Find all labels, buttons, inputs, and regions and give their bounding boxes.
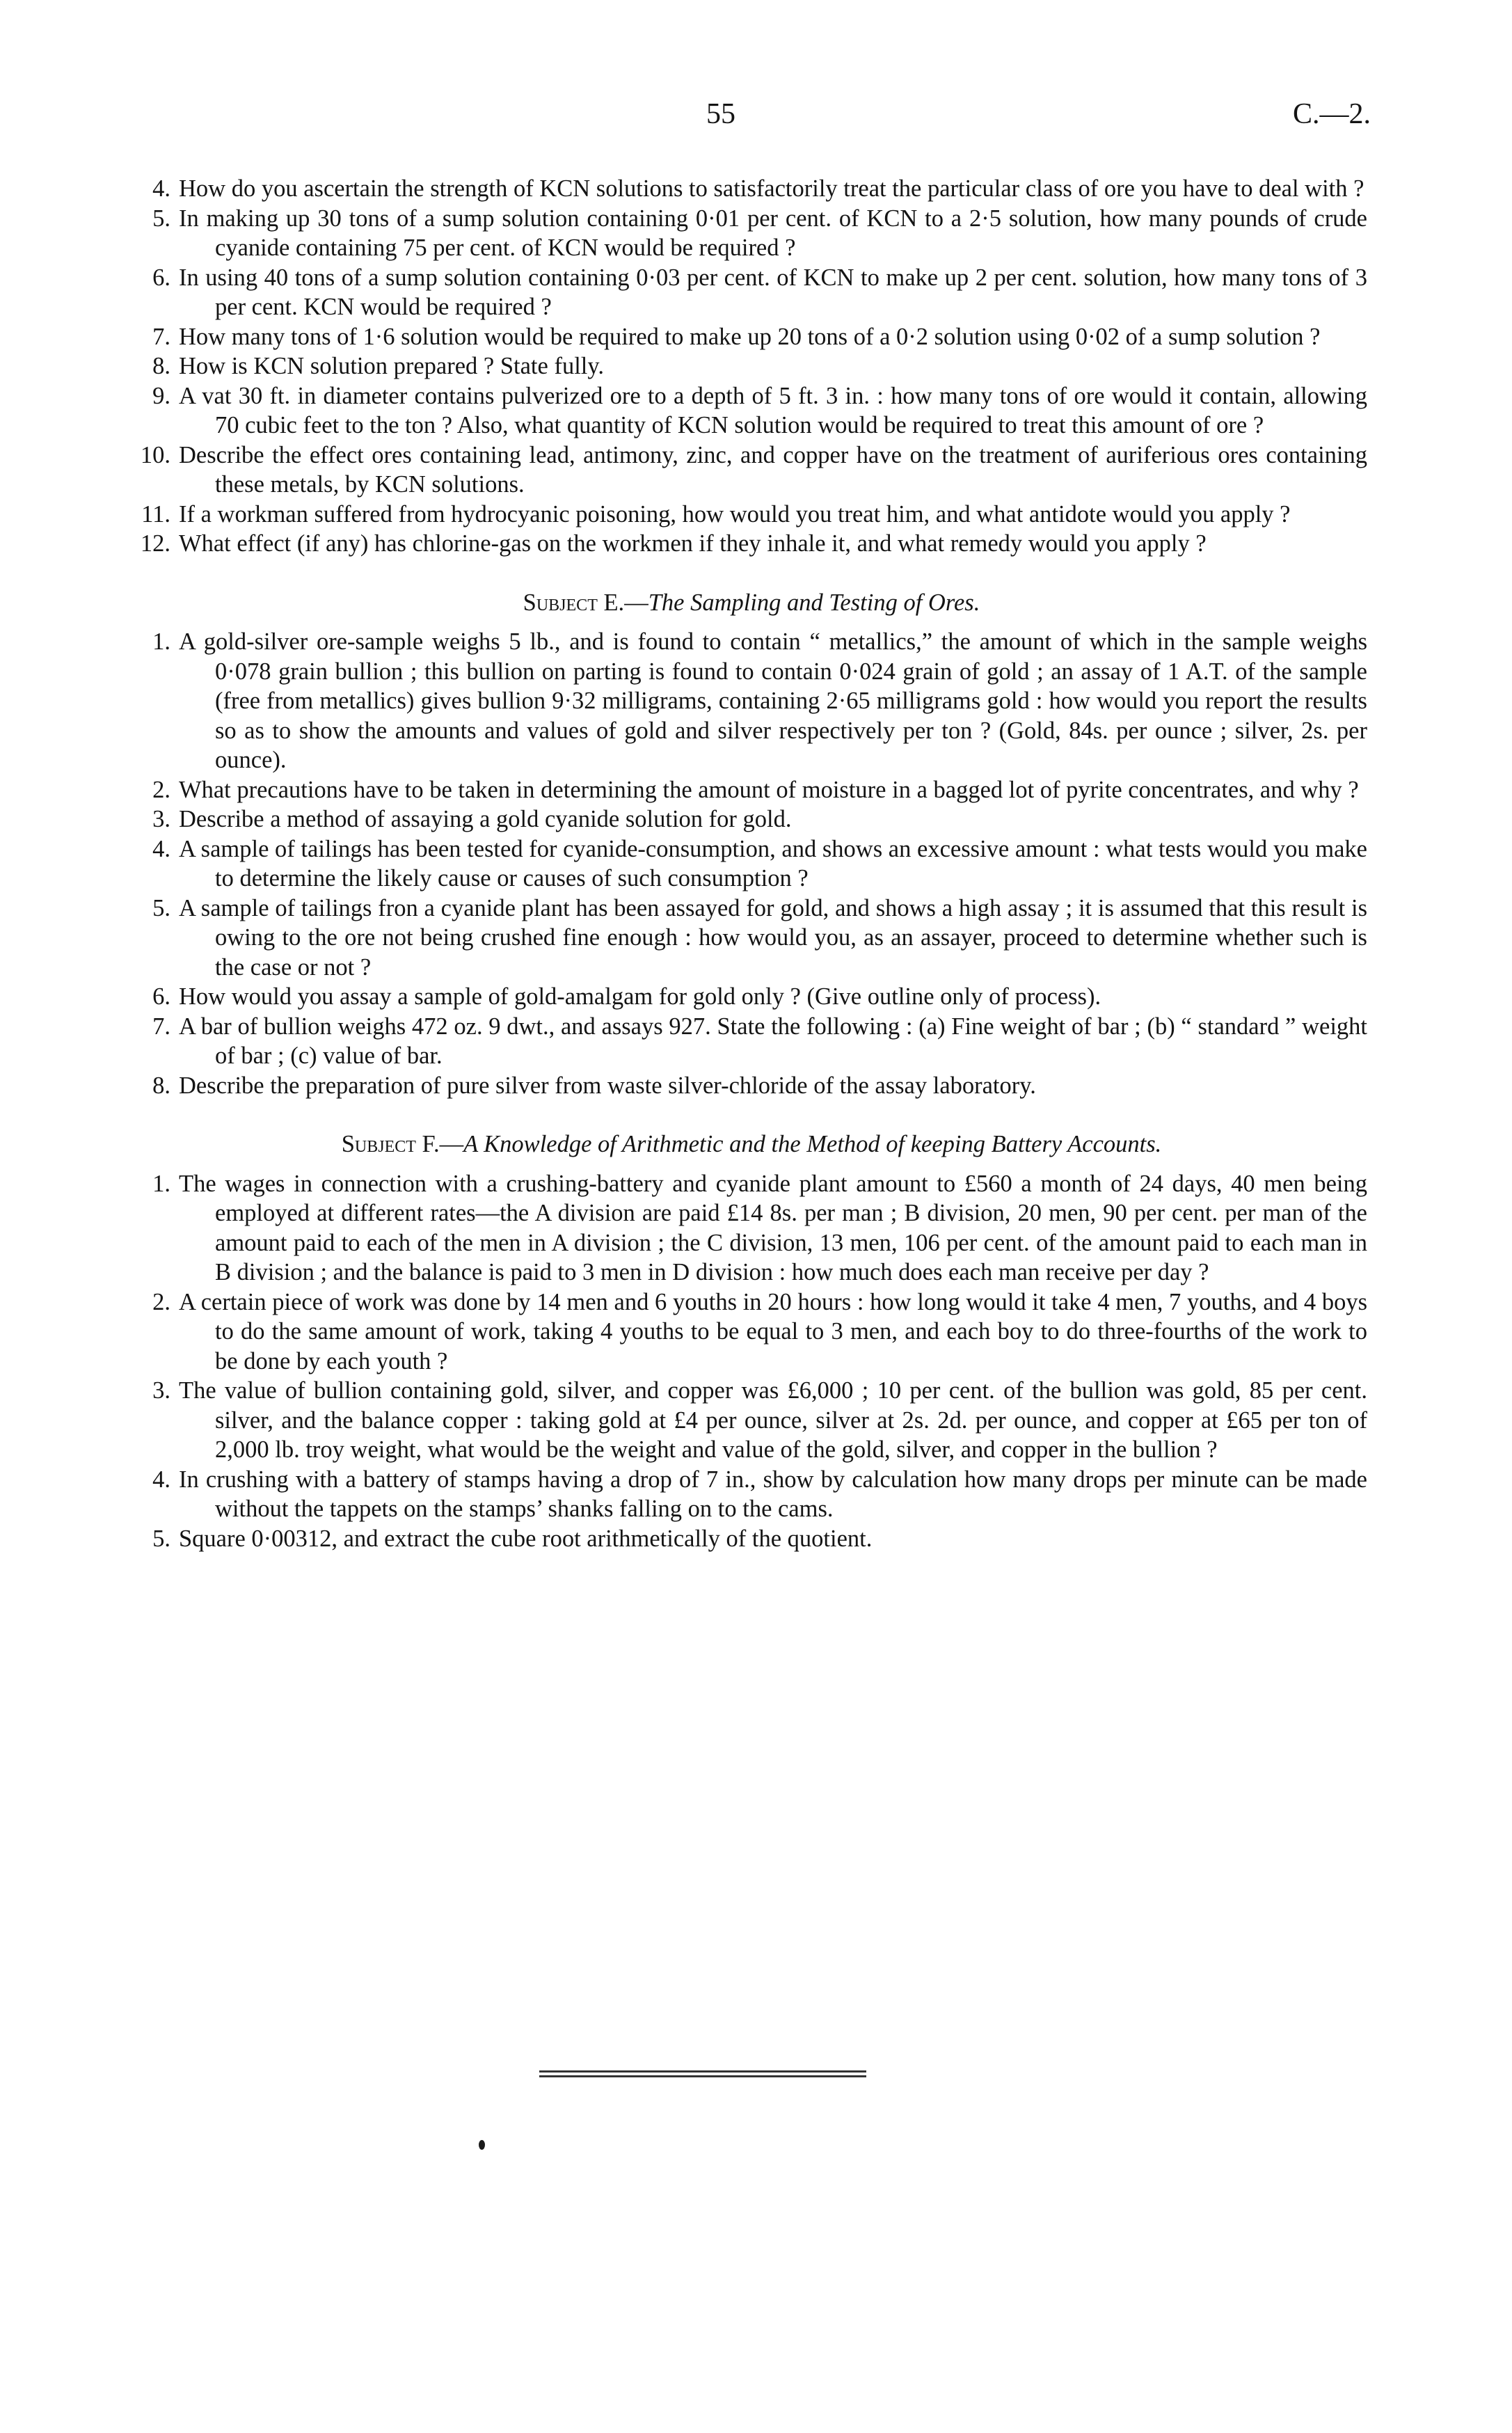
question-number: 4. xyxy=(152,175,170,202)
section-f-question xyxy=(136,1465,1367,1524)
section-e-question-list xyxy=(136,627,1367,1100)
question-number: 2. xyxy=(152,1288,170,1315)
question-text: Square 0·00312, and extract the cube root arithmetically of the quotient. xyxy=(179,1525,873,1552)
section-e-question xyxy=(136,775,1367,805)
question-number: 3. xyxy=(152,1377,170,1404)
end-rule-upper xyxy=(539,2070,866,2073)
section-e-question xyxy=(136,627,1367,775)
section-f-label: Subject F. xyxy=(341,1131,440,1157)
section-d-question xyxy=(136,500,1367,530)
question-text: Describe the preparation of pure silver from waste silver-chloride of the assay laboratory. xyxy=(179,1072,1036,1099)
section-e-question xyxy=(136,894,1367,983)
section-e-question xyxy=(136,1012,1367,1071)
section-f-question-list xyxy=(136,1169,1367,1554)
end-rule-lower xyxy=(539,2075,866,2077)
section-f-question xyxy=(136,1287,1367,1377)
question-text: How would you assay a sample of gold-amalgam for gold only ? (Give outline only of process). xyxy=(179,983,1101,1010)
section-d-question xyxy=(136,351,1367,381)
question-text: A sample of tailings has been tested for cyanide-consumption, and shows an excessive amount : what tests would you make to determine the likely cause or causes of such consumption ? xyxy=(179,835,1367,891)
section-f-question xyxy=(136,1376,1367,1465)
question-text: Describe the effect ores containing lead, antimony, zinc, and copper have on the treatment of auriferious ores containing these metals, by KCN solutions. xyxy=(179,441,1367,498)
section-d-question xyxy=(136,204,1367,263)
question-number: 9. xyxy=(152,382,170,409)
section-e-title: The Sampling and Testing of Ores. xyxy=(648,589,980,616)
question-number: 4. xyxy=(152,1466,170,1493)
section-d-question xyxy=(136,263,1367,322)
question-text: The value of bullion containing gold, silver, and copper was £6,000 ; 10 per cent. of the bullion was gold, 85 per cent. silver, and the balance copper : taking gold at £4 per ounce, silver at 2s. 2d. per ounce, and copper at £65 per ton of 2,000 lb. troy weight, what would be the weight and value of the gold, silver, and copper in the bullion ? xyxy=(179,1377,1367,1463)
question-number: 1. xyxy=(152,1170,170,1197)
question-number: 10. xyxy=(140,441,170,468)
question-number: 7. xyxy=(152,323,170,350)
section-e-question xyxy=(136,805,1367,834)
question-text: What effect (if any) has chlorine-gas on the workmen if they inhale it, and what remedy would you apply ? xyxy=(179,530,1207,557)
question-text: A gold-silver ore-sample weighs 5 lb., and is found to contain “ metallics,” the amount of which in the sample weighs 0·078 grain bullion ; this bullion on parting is found to contain 0·024 grain of gold ; an assay of 1 A.T. of the sample (free from metallics) gives bullion 9·32 milligrams, containing 2·65 milligrams gold : how would you report the results so as to show the amounts and values of gold and silver respectively per ton ? (Gold, 84s. per ounce ; silver, 2s. per ounce). xyxy=(179,628,1367,773)
question-number: 2. xyxy=(152,776,170,803)
question-text: How is KCN solution prepared ? State fully. xyxy=(179,353,604,379)
document-reference: C.—2. xyxy=(1292,98,1371,130)
section-e-label: Subject E. xyxy=(523,589,625,616)
section-f-question xyxy=(136,1524,1367,1554)
section-e-question xyxy=(136,834,1367,894)
section-f-question xyxy=(136,1169,1367,1287)
question-text: In using 40 tons of a sump solution containing 0·03 per cent. of KCN to make up 2 per cent. solution, how many tons of 3 per cent. KCN would be required ? xyxy=(179,264,1367,320)
question-number: 4. xyxy=(152,835,170,862)
question-text: How do you ascertain the strength of KCN solutions to satisfactorily treat the particular class of ore you have to deal with ? xyxy=(179,175,1364,202)
page-content xyxy=(136,174,1367,1553)
question-number: 3. xyxy=(152,806,170,832)
question-number: 5. xyxy=(152,205,170,232)
question-text: What precautions have to be taken in determining the amount of moisture in a bagged lot of pyrite concentrates, and why ? xyxy=(179,776,1359,803)
question-text: A vat 30 ft. in diameter contains pulverized ore to a depth of 5 ft. 3 in. : how many tons of ore would it contain, allowing 70 cubic feet to the ton ? Also, what quantity of KCN solution would be required to treat this amount of ore ? xyxy=(179,382,1367,438)
question-text: How many tons of 1·6 solution would be required to make up 20 tons of a 0·2 solution using 0·02 of a sump solution ? xyxy=(179,323,1321,350)
section-d-question xyxy=(136,529,1367,559)
question-number: 6. xyxy=(152,264,170,291)
section-d-question-list xyxy=(136,174,1367,559)
question-number: 5. xyxy=(152,894,170,921)
ink-speck xyxy=(479,2140,485,2150)
question-text: In crushing with a battery of stamps having a drop of 7 in., show by calculation how many drops per minute can be made without the tappets on the stamps’ shanks falling on to the cams. xyxy=(179,1466,1367,1522)
question-number: 8. xyxy=(152,1072,170,1099)
section-e-dash: — xyxy=(624,589,648,616)
question-number: 1. xyxy=(152,628,170,655)
section-d-question xyxy=(136,322,1367,352)
section-e-heading xyxy=(136,588,1367,618)
question-text: A certain piece of work was done by 14 men and 6 youths in 20 hours : how long would it take 4 men, 7 youths, and 4 boys to do the same amount of work, taking 4 youths to be equal to 3 men, and each boy to do three-fourths of the work to be done by each youth ? xyxy=(179,1288,1367,1374)
section-e-question xyxy=(136,982,1367,1012)
question-text: In making up 30 tons of a sump solution containing 0·01 per cent. of KCN to a 2·5 solution, how many pounds of crude cyanide containing 75 per cent. of KCN would be required ? xyxy=(179,205,1367,261)
question-text: If a workman suffered from hydrocyanic poisoning, how would you treat him, and what antidote would you apply ? xyxy=(179,500,1291,528)
section-d-question xyxy=(136,381,1367,441)
page-header xyxy=(136,97,1371,139)
question-text: The wages in connection with a crushing-battery and cyanide plant amount to £560 a month of 24 days, 40 men being employed at different rates—the A division are paid £14 8s. per man ; B division, 20 men, 90 per cent. per man of the amount paid to each of the men in A division ; the C division, 13 men, 106 per cent. of the amount paid to each man in B division ; and the balance is paid to 3 men in D division : how much does each man receive per day ? xyxy=(179,1170,1367,1285)
question-text: A sample of tailings fron a cyanide plant has been assayed for gold, and shows a high assay ; it is assumed that this result is owing to the ore not being crushed fine enough : how would you, as an assayer, proceed to determine whether such is the case or not ? xyxy=(179,894,1367,981)
question-number: 11. xyxy=(141,500,170,528)
question-number: 8. xyxy=(152,353,170,379)
section-f-heading xyxy=(136,1130,1367,1159)
question-number: 5. xyxy=(152,1525,170,1552)
question-number: 7. xyxy=(152,1013,170,1040)
section-f-title: A Knowledge of Arithmetic and the Method of keeping Battery Accounts. xyxy=(463,1131,1162,1157)
section-d-question xyxy=(136,174,1367,204)
question-text: Describe a method of assaying a gold cyanide solution for gold. xyxy=(179,806,792,832)
question-number: 12. xyxy=(140,530,170,557)
section-f-dash: — xyxy=(439,1131,464,1157)
question-number: 6. xyxy=(152,983,170,1010)
section-e-question xyxy=(136,1071,1367,1101)
question-text: A bar of bullion weighs 472 oz. 9 dwt., and assays 927. State the following : (a) Fine weight of bar ; (b) “ standard ” weight of bar ; (c) value of bar. xyxy=(179,1013,1367,1069)
section-d-question xyxy=(136,441,1367,500)
page-number: 55 xyxy=(706,98,735,130)
